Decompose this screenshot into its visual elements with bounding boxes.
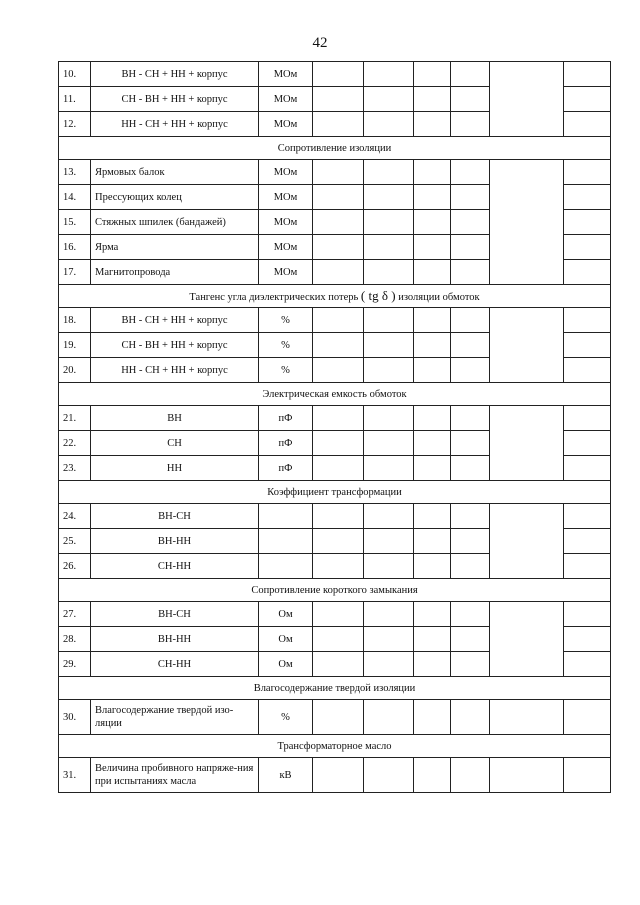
value-cell[interactable] [451,185,490,210]
row-name: НН [91,456,259,481]
value-cell[interactable] [451,308,490,333]
value-cell[interactable] [414,112,451,137]
row-name: ВН-СН [91,602,259,627]
section-title: Электрическая емкость обмоток [59,383,611,406]
page-number: 42 [312,35,328,51]
section-header-row [59,735,611,758]
table-row [59,758,611,793]
table-row [59,160,611,185]
value-cell[interactable] [564,602,611,627]
value-cell[interactable] [564,652,611,677]
value-cell[interactable] [451,758,490,793]
value-cell[interactable] [364,602,414,627]
value-cell[interactable] [490,700,564,735]
row-unit: пФ [259,431,313,456]
value-cell[interactable] [451,112,490,137]
value-cell[interactable] [313,627,364,652]
value-cell[interactable] [564,62,611,87]
row-name: ВН-СН [91,504,259,529]
section-title-text: Тангенс угла диэлектрических потерь [189,292,359,303]
row-number: 25. [59,529,91,554]
value-cell[interactable] [564,627,611,652]
value-cell[interactable] [313,235,364,260]
value-cell[interactable] [451,87,490,112]
value-cell[interactable] [564,554,611,579]
value-cell[interactable] [564,456,611,481]
value-cell[interactable] [564,358,611,383]
value-cell[interactable] [564,333,611,358]
value-cell[interactable] [564,87,611,112]
value-cell[interactable] [414,260,451,285]
value-cell[interactable] [364,358,414,383]
value-cell[interactable] [313,308,364,333]
value-cell[interactable] [313,602,364,627]
value-cell[interactable] [451,62,490,87]
row-number: 15. [59,210,91,235]
row-number: 14. [59,185,91,210]
row-unit: % [259,333,313,358]
value-cell[interactable] [451,235,490,260]
value-cell[interactable] [364,235,414,260]
section-header-row [59,383,611,406]
value-cell[interactable] [313,333,364,358]
value-cell[interactable] [313,210,364,235]
section-header-row [59,579,611,602]
row-unit [259,529,313,554]
row-number: 16. [59,235,91,260]
table-row [59,602,611,627]
value-cell[interactable] [564,406,611,431]
value-cell[interactable] [414,62,451,87]
row-name: Величина пробивного напряже-ния при испытаниях масла [91,758,259,793]
value-cell[interactable] [451,602,490,627]
value-cell[interactable] [451,406,490,431]
value-cell[interactable] [364,431,414,456]
value-cell[interactable] [414,554,451,579]
value-cell[interactable] [414,431,451,456]
value-cell[interactable] [313,406,364,431]
row-name: СН-НН [91,554,259,579]
value-cell[interactable] [564,700,611,735]
row-unit: МОм [259,62,313,87]
value-cell[interactable] [451,652,490,677]
table-row [59,504,611,529]
row-number: 27. [59,602,91,627]
value-cell[interactable] [490,758,564,793]
row-unit: % [259,700,313,735]
merged-value-cell[interactable] [490,406,564,481]
row-unit [259,554,313,579]
row-name: Прессующих колец [91,185,259,210]
row-number: 19. [59,333,91,358]
value-cell[interactable] [414,700,451,735]
row-name: СН-НН [91,652,259,677]
value-cell[interactable] [564,185,611,210]
row-number: 10. [59,62,91,87]
value-cell[interactable] [414,333,451,358]
row-name: ВН [91,406,259,431]
value-cell[interactable] [414,529,451,554]
value-cell[interactable] [451,504,490,529]
row-number: 11. [59,87,91,112]
value-cell[interactable] [564,308,611,333]
value-cell[interactable] [414,87,451,112]
row-name: ВН - СН + НН + корпус [91,62,259,87]
value-cell[interactable] [364,554,414,579]
value-cell[interactable] [364,529,414,554]
value-cell[interactable] [451,333,490,358]
merged-value-cell[interactable] [490,308,564,383]
value-cell[interactable] [364,62,414,87]
row-name: Ярмовых балок [91,160,259,185]
row-number: 29. [59,652,91,677]
value-cell[interactable] [564,758,611,793]
row-number: 23. [59,456,91,481]
section-header-row [59,285,611,308]
section-title: Сопротивление изоляции [59,137,611,160]
value-cell[interactable] [564,160,611,185]
row-name: СН - ВН + НН + корпус [91,333,259,358]
value-cell[interactable] [313,431,364,456]
merged-value-cell[interactable] [490,602,564,677]
row-name: Влагосодержание твердой изо-ляции [91,700,259,735]
value-cell[interactable] [313,160,364,185]
value-cell[interactable] [451,160,490,185]
merged-value-cell[interactable] [490,62,564,137]
value-cell[interactable] [451,431,490,456]
row-unit: МОм [259,235,313,260]
value-cell[interactable] [451,260,490,285]
value-cell[interactable] [451,456,490,481]
value-cell[interactable] [564,260,611,285]
row-number: 31. [59,758,91,793]
row-unit: кВ [259,758,313,793]
value-cell[interactable] [364,758,414,793]
section-title: Коэффициент трансформации [59,481,611,504]
value-cell[interactable] [364,308,414,333]
value-cell[interactable] [364,160,414,185]
row-name: Ярма [91,235,259,260]
row-number: 20. [59,358,91,383]
value-cell[interactable] [364,652,414,677]
section-header-row [59,481,611,504]
row-number: 18. [59,308,91,333]
value-cell[interactable] [364,504,414,529]
value-cell[interactable] [364,87,414,112]
value-cell[interactable] [414,504,451,529]
row-number: 13. [59,160,91,185]
row-unit: МОм [259,185,313,210]
value-cell[interactable] [313,62,364,87]
value-cell[interactable] [451,210,490,235]
value-cell[interactable] [313,504,364,529]
table-row [59,308,611,333]
section-title: Влагосодержание твердой изоляции [59,677,611,700]
value-cell[interactable] [313,358,364,383]
value-cell[interactable] [451,700,490,735]
value-cell[interactable] [364,210,414,235]
row-unit: % [259,308,313,333]
row-number: 12. [59,112,91,137]
row-name: НН - СН + НН + корпус [91,112,259,137]
row-number: 22. [59,431,91,456]
merged-value-cell[interactable] [490,160,564,285]
value-cell[interactable] [564,235,611,260]
row-number: 21. [59,406,91,431]
value-cell[interactable] [364,406,414,431]
value-cell[interactable] [414,308,451,333]
value-cell[interactable] [364,700,414,735]
row-unit [259,504,313,529]
value-cell[interactable] [364,333,414,358]
row-number: 30. [59,700,91,735]
value-cell[interactable] [414,406,451,431]
value-cell[interactable] [414,627,451,652]
row-name: ВН-НН [91,627,259,652]
value-cell[interactable] [364,627,414,652]
value-cell[interactable] [564,210,611,235]
row-unit: пФ [259,456,313,481]
row-unit: МОм [259,260,313,285]
value-cell[interactable] [313,87,364,112]
value-cell[interactable] [313,456,364,481]
test-results-table [58,61,611,793]
value-cell[interactable] [364,456,414,481]
row-name: Магнитопровода [91,260,259,285]
value-cell[interactable] [313,652,364,677]
value-cell[interactable] [564,112,611,137]
row-unit: % [259,358,313,383]
value-cell[interactable] [313,700,364,735]
table-row [59,406,611,431]
value-cell[interactable] [414,758,451,793]
value-cell[interactable] [451,358,490,383]
value-cell[interactable] [313,529,364,554]
row-name: ВН - СН + НН + корпус [91,308,259,333]
value-cell[interactable] [414,652,451,677]
row-unit: МОм [259,87,313,112]
row-number: 28. [59,627,91,652]
value-cell[interactable] [564,431,611,456]
row-unit: Ом [259,652,313,677]
value-cell[interactable] [451,627,490,652]
row-unit: Ом [259,602,313,627]
section-title-text: изоляции обмоток [398,292,480,303]
value-cell[interactable] [313,112,364,137]
row-unit: Ом [259,627,313,652]
value-cell[interactable] [414,235,451,260]
section-title [59,285,611,308]
section-header-row [59,137,611,160]
section-header-row [59,677,611,700]
value-cell[interactable] [313,185,364,210]
tg-delta-symbol: ( tg δ ) [360,288,396,303]
row-name: ВН-НН [91,529,259,554]
value-cell[interactable] [414,358,451,383]
value-cell[interactable] [414,160,451,185]
table-row [59,62,611,87]
value-cell[interactable] [414,602,451,627]
row-number: 26. [59,554,91,579]
value-cell[interactable] [313,260,364,285]
row-unit: пФ [259,406,313,431]
row-name: СН - ВН + НН + корпус [91,87,259,112]
section-title: Трансформаторное масло [59,735,611,758]
value-cell[interactable] [451,529,490,554]
value-cell[interactable] [364,260,414,285]
row-name: Стяжных шпилек (бандажей) [91,210,259,235]
value-cell[interactable] [313,758,364,793]
value-cell[interactable] [414,210,451,235]
row-number: 24. [59,504,91,529]
row-number: 17. [59,260,91,285]
value-cell[interactable] [364,112,414,137]
value-cell[interactable] [414,185,451,210]
value-cell[interactable] [564,504,611,529]
row-name: НН - СН + НН + корпус [91,358,259,383]
table-row [59,700,611,735]
value-cell[interactable] [364,185,414,210]
value-cell[interactable] [414,456,451,481]
row-unit: МОм [259,210,313,235]
value-cell[interactable] [451,554,490,579]
merged-value-cell[interactable] [490,504,564,579]
value-cell[interactable] [313,554,364,579]
value-cell[interactable] [564,529,611,554]
row-unit: МОм [259,160,313,185]
section-title: Сопротивление короткого замыкания [59,579,611,602]
row-unit: МОм [259,112,313,137]
row-name: СН [91,431,259,456]
